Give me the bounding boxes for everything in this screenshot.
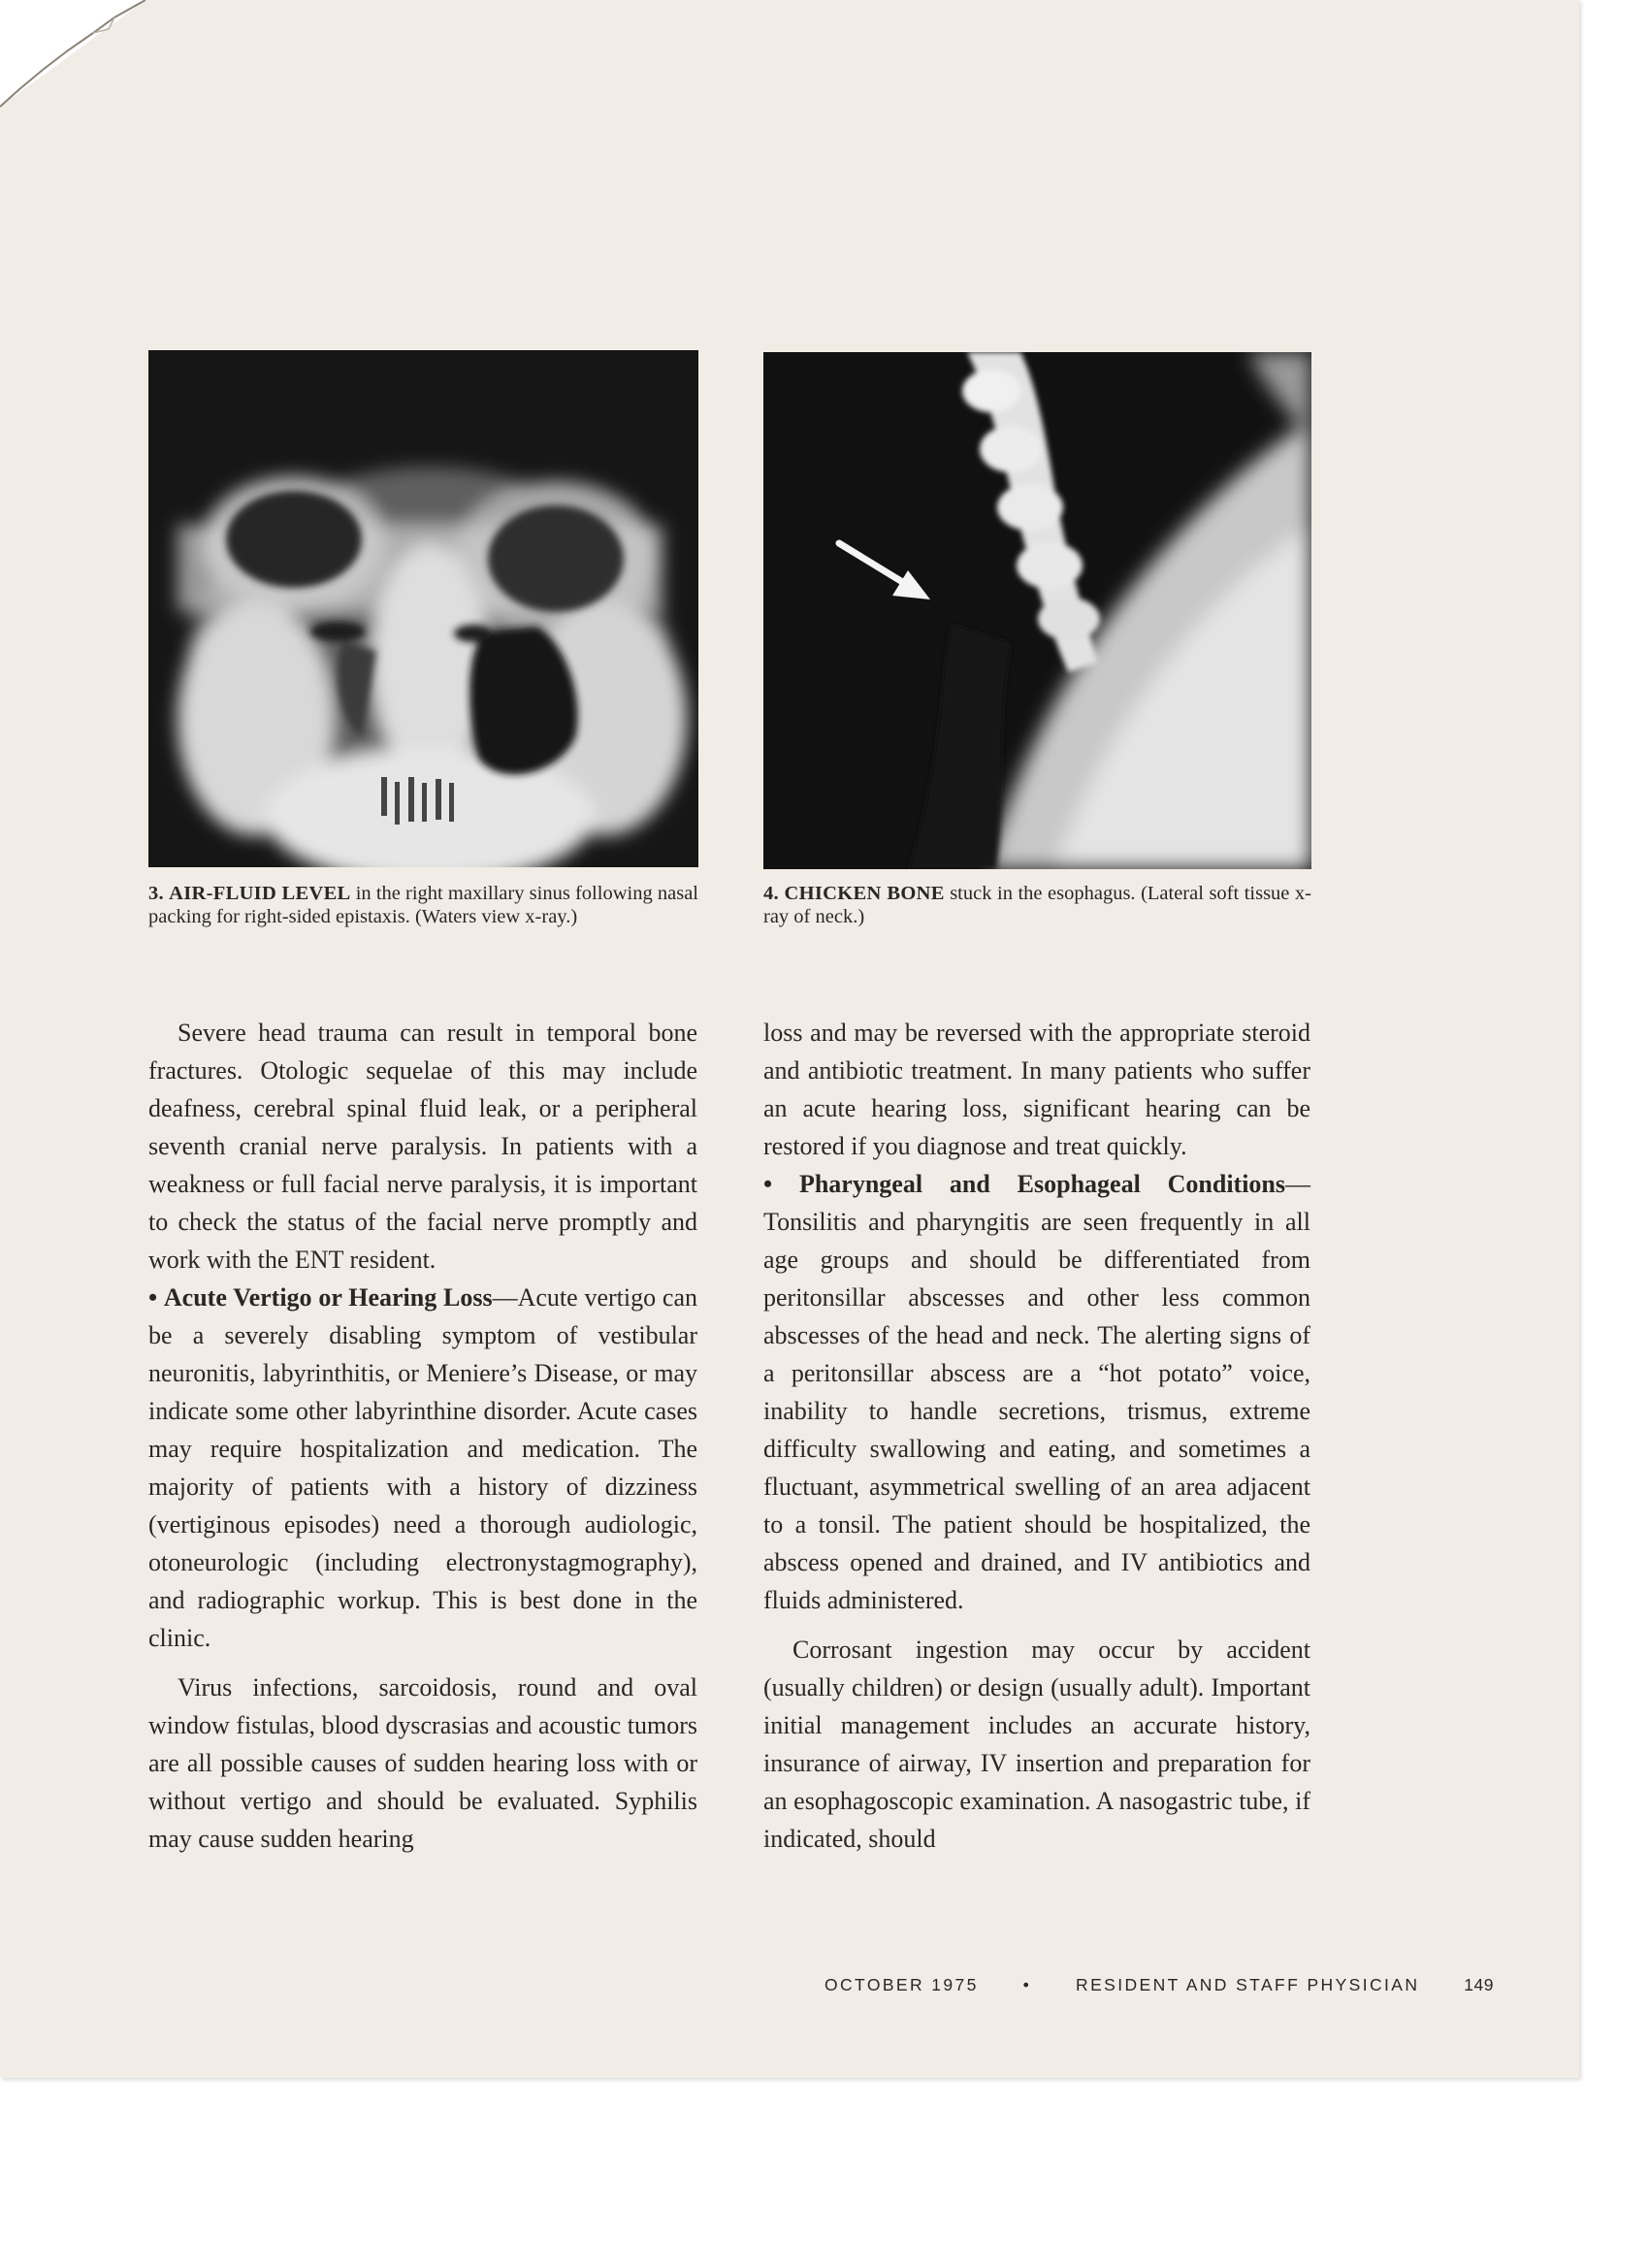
figure-4-xray-image	[763, 352, 1311, 869]
section-heading: Pharyngeal and Esophageal Conditions	[798, 1170, 1285, 1198]
paragraph: Virus infections, sarcoidosis, round and oval window fistulas, blood dyscrasias and acoustic tumors are all possible causes of sudden hearing loss with or without vertigo and should be evaluated. Syphilis may cause sudden hearing	[148, 1673, 697, 1853]
figure-4-title: CHICKEN BONE	[784, 883, 945, 904]
figure-4-caption-text: stuck in the esophagus. (Lateral soft tissue x-ray of neck.)	[763, 883, 1312, 927]
figure-3-caption	[148, 882, 698, 928]
footer-issue-date: OCTOBER 1975	[824, 1975, 979, 1994]
figure-3-title: AIR-FLUID LEVEL	[169, 883, 351, 904]
section-heading: Acute Vertigo or Hearing Loss	[163, 1283, 493, 1312]
right-text-column	[763, 1014, 1310, 1858]
figure-3-number: 3.	[148, 883, 164, 904]
section-text: —Tonsilitis and pharyngitis are seen frequently in all age groups and should be differentiated from peritonsillar abscesses and other less common abscesses of the head and neck. The alerting signs of a peritonsillar abscess are a “hot potato” voice, inability to handle secretions, trismus, extreme difficulty swallowing and eating, and sometimes a fluctuant, asymmetrical swelling of an area adjacent to a tonsil. The patient should be hospitalized, the abscess opened and drained, and IV antibiotics and fluids administered.	[763, 1170, 1310, 1614]
paragraph-pharyngeal	[763, 1165, 1310, 1619]
bullet: •	[763, 1170, 773, 1198]
paragraph-acute-vertigo	[148, 1279, 697, 1657]
section-text: —Acute vertigo can be a severely disabling symptom of vestibular neuronitis, labyrinthitis, or Meniere’s Disease, or may indicate some other labyrinthine disorder. Acute cases may require hospitalization and medication. The majority of patients with a history of dizziness (vertiginous episodes) need a thorough audiologic, otoneurologic (including electronystagmography), and radiographic workup. This is best done in the clinic.	[148, 1283, 697, 1652]
footer-publication: RESIDENT AND STAFF PHYSICIAN	[1076, 1975, 1420, 1994]
figure-3-caption-text: in the right maxillary sinus following nasal packing for right-sided epistaxis. (Waters view x-ray.)	[148, 883, 698, 927]
paragraph: Severe head trauma can result in temporal bone fractures. Otologic sequelae of this may include deafness, cerebral spinal fluid leak, or a peripheral seventh cranial nerve paralysis. In patients with a weakness or full facial nerve paralysis, it is important to check the status of the facial nerve promptly and work with the ENT resident.	[148, 1019, 697, 1274]
figure-3-xray-image	[148, 350, 698, 867]
bullet: •	[148, 1283, 158, 1312]
paragraph: Corrosant ingestion may occur by accident (usually children) or design (usually adult). Important initial management includes an accurate history, insurance of airway, IV insertion and preparation for an esophagoscopic examination. A nasogastric tube, if indicated, should	[763, 1636, 1310, 1853]
footer-separator: •	[1022, 1975, 1032, 1994]
torn-corner	[0, 0, 146, 116]
figure-4-number: 4.	[763, 883, 779, 904]
page-footer	[824, 1975, 1494, 1995]
paragraph: loss and may be reversed with the appropriate steroid and antibiotic treatment. In many patients who suffer an acute hearing loss, significant hearing can be restored if you diagnose and treat quickly.	[763, 1019, 1310, 1160]
left-text-column	[148, 1014, 697, 1858]
page-number: 149	[1464, 1975, 1494, 1994]
figure-4-caption	[763, 882, 1311, 928]
